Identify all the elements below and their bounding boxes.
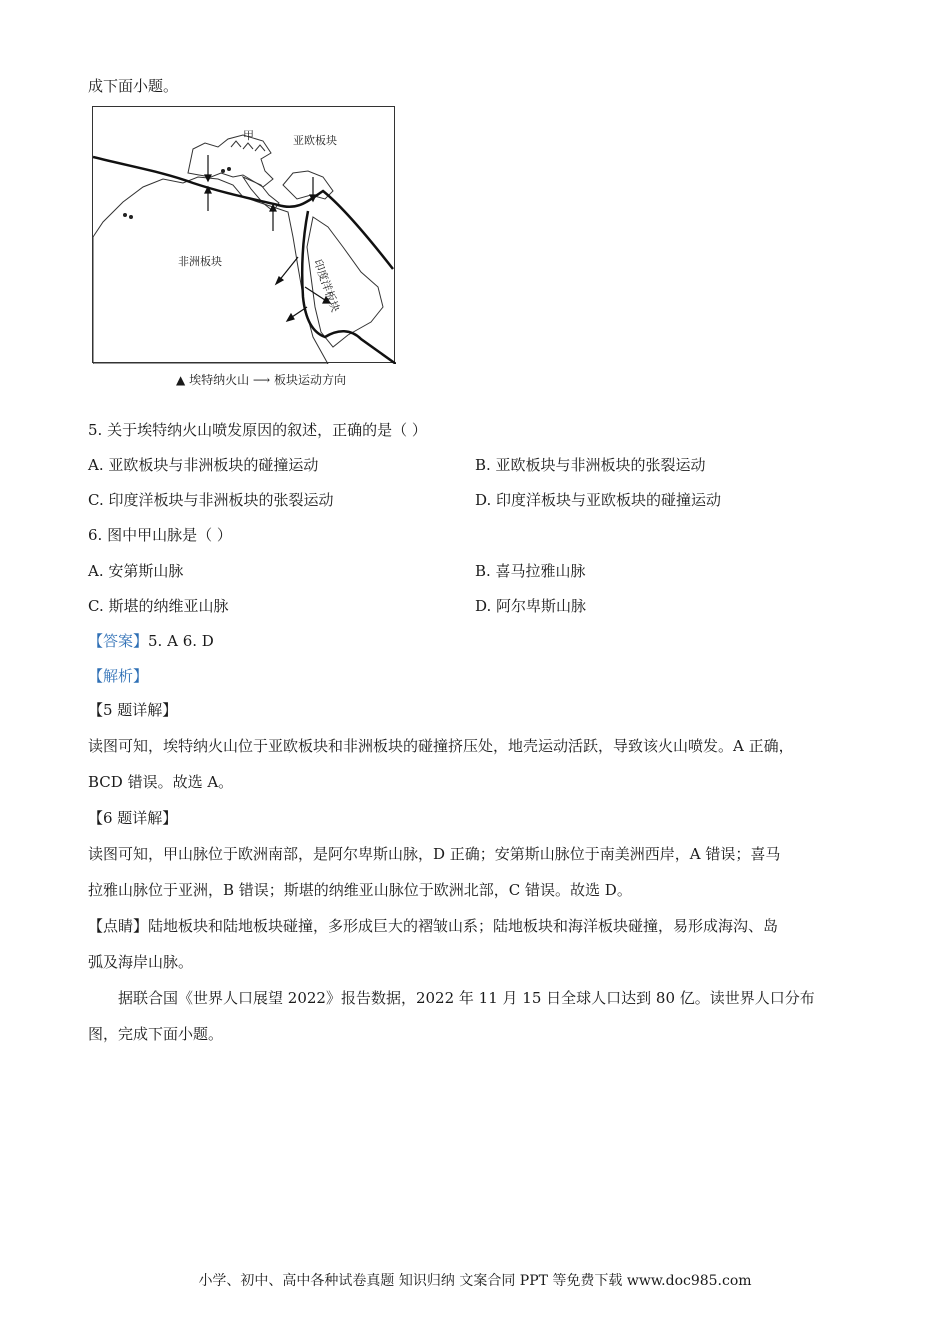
label-africa-plate: 非洲板块 — [178, 255, 222, 268]
detail5-line1: 读图可知，埃特纳火山位于亚欧板块和非洲板块的碰撞挤压处，地壳运动活跃，导致该火山喷发。A 正确， — [88, 737, 794, 755]
anatolia-outline — [283, 171, 333, 199]
volcano-mark — [227, 167, 231, 171]
tip-tag: 【点睛】 — [88, 917, 149, 935]
volcano-mark — [221, 169, 225, 173]
q5-option-d: D. 印度洋板块与亚欧板块的碰撞运动 — [475, 491, 722, 509]
q5-option-c: C. 印度洋板块与非洲板块的张裂运动 — [88, 491, 334, 509]
analysis-tag: 【解析】 — [88, 667, 149, 685]
label-eurasia-plate: 亚欧板块 — [293, 134, 337, 147]
q6-option-a: A. 安第斯山脉 — [88, 562, 184, 580]
plate-map-drawing — [93, 107, 396, 364]
next-intro-line1: 据联合国《世界人口展望 2022》报告数据，2022 年 11 月 15 日全球人口达到 80 亿。读世界人口分布 — [118, 989, 815, 1007]
tip-text1: 陆地板块和陆地板块碰撞，多形成巨大的褶皱山系；陆地板块和海洋板块碰撞，易形成海沟、岛 — [148, 917, 779, 935]
africa-outline — [93, 177, 328, 364]
next-intro-line2: 图，完成下面小题。 — [88, 1025, 224, 1043]
detail5-line2: BCD 错误。故选 A。 — [88, 773, 234, 791]
q5-option-b: B. 亚欧板块与非洲板块的张裂运动 — [475, 456, 706, 474]
detail6-tag: 【6 题详解】 — [88, 809, 178, 827]
island-mark — [123, 213, 127, 217]
legend-volcano: 埃特纳火山 — [189, 373, 250, 387]
q6-option-b: B. 喜马拉雅山脉 — [475, 562, 586, 580]
answer-text: 5. A 6. D — [148, 632, 214, 650]
q6-stem: 6. 图中甲山脉是（ ） — [88, 526, 232, 544]
q6-option-c: C. 斯堪的纳维亚山脉 — [88, 597, 229, 615]
detail6-line2: 拉雅山脉位于亚洲，B 错误；斯堪的纳维亚山脉位于欧洲北部，C 错误。故选 D。 — [88, 881, 632, 899]
motion-arrows — [205, 155, 330, 321]
q5-option-a: A. 亚欧板块与非洲板块的碰撞运动 — [88, 456, 319, 474]
volcano-legend-icon: ▲ — [176, 373, 186, 387]
map-legend — [176, 371, 346, 388]
island-mark — [129, 215, 133, 219]
q6-option-d: D. 阿尔卑斯山脉 — [475, 597, 587, 615]
page-footer: 小学、初中、高中各种试卷真题 知识归纳 文案合同 PPT 等免费下载 www.doc985.com — [198, 1273, 752, 1289]
answer-line — [88, 631, 214, 651]
boundary-eurasia-africa — [93, 157, 393, 269]
q5-stem: 5. 关于埃特纳火山喷发原因的叙述，正确的是（ ） — [88, 421, 427, 439]
europe-outline — [188, 135, 273, 187]
tip-line1 — [88, 916, 778, 936]
plate-map — [92, 106, 395, 363]
intro-tail: 成下面小题。 — [88, 77, 179, 95]
detail5-tag: 【5 题详解】 — [88, 701, 178, 719]
answer-tag: 【答案】 — [88, 632, 149, 650]
tip-line2: 弧及海岸山脉。 — [88, 953, 194, 971]
legend-arrow: 板块运动方向 — [273, 373, 346, 387]
boundary-red-sea — [302, 211, 396, 364]
label-indian-plate: 印度洋板块 — [310, 257, 342, 314]
arrow-legend-icon: ⟶ — [252, 373, 271, 387]
label-jia: 甲 — [243, 129, 254, 142]
detail6-line1: 读图可知，甲山脉位于欧洲南部，是阿尔卑斯山脉，D 正确；安第斯山脉位于南美洲西岸，A 错误；喜马 — [88, 845, 781, 863]
